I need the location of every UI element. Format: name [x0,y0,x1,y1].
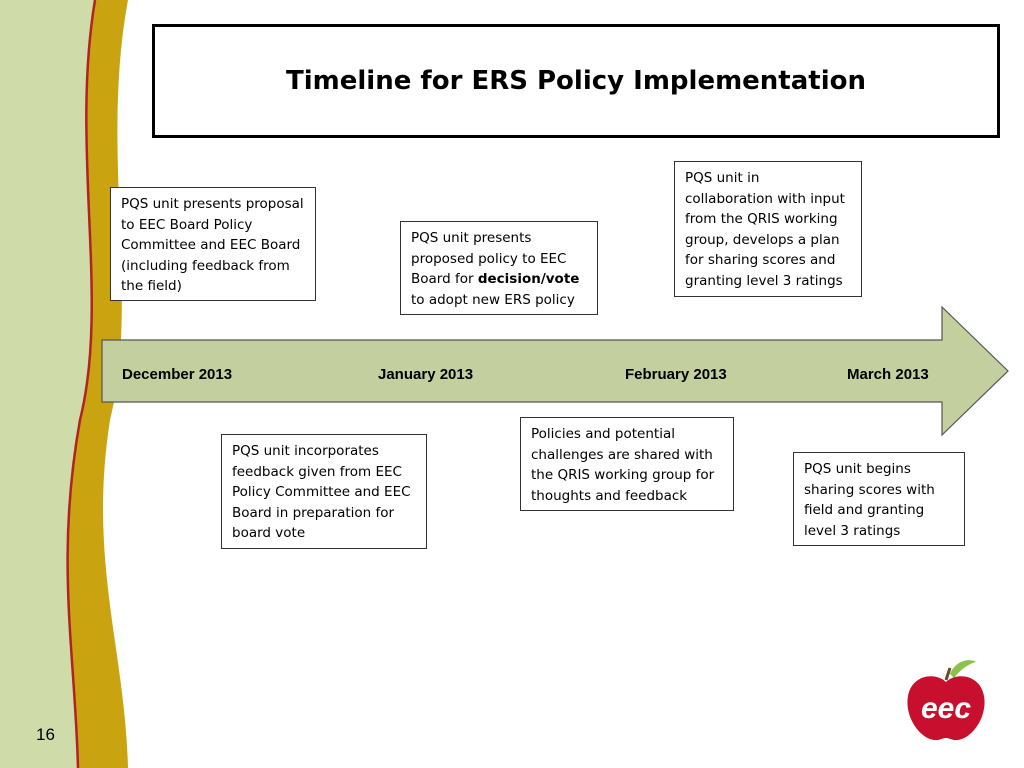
month-label-january: January 2013 [378,366,474,383]
note-policies-text: Policies and potential challenges are shared with the QRIS working group for thoughts and feedback [531,426,715,504]
note-decision-text-1: PQS unit presents proposed policy to EEC Board for [411,230,567,287]
stem-icon [946,668,950,680]
slide-number: 16 [36,725,55,744]
logo-text: eec [920,692,972,725]
note-begin-sharing-text: PQS unit begins sharing scores with field and granting level 3 ratings [804,461,935,539]
note-decision-text-2: to adopt new ERS policy [411,291,575,308]
title-box [152,24,1000,138]
page-title: Timeline for ERS Policy Implementation [286,66,866,96]
note-proposal-text: PQS unit presents proposal to EEC Board Policy Committee and EEC Board (including feedback from the field) [121,196,304,294]
note-plan-text: PQS unit in collaboration with input from the QRIS working group, develops a plan for sharing scores and granting level 3 ratings [685,170,845,289]
note-proposal [110,187,316,301]
note-plan [674,161,862,297]
note-decision-bold: decision/vote [477,271,580,287]
note-policies-shared [520,417,734,511]
month-label-february: February 2013 [625,366,727,383]
eec-apple-logo [898,652,994,748]
note-decision-vote [400,221,598,315]
leaf-icon [950,660,976,678]
note-begin-sharing [793,452,965,546]
note-incorporate-text: PQS unit incorporates feedback given from EEC Policy Committee and EEC Board in preparation for board vote [232,443,411,541]
note-incorporate-feedback [221,434,427,549]
month-label-march: March 2013 [847,366,929,383]
month-label-december: December 2013 [122,366,233,383]
